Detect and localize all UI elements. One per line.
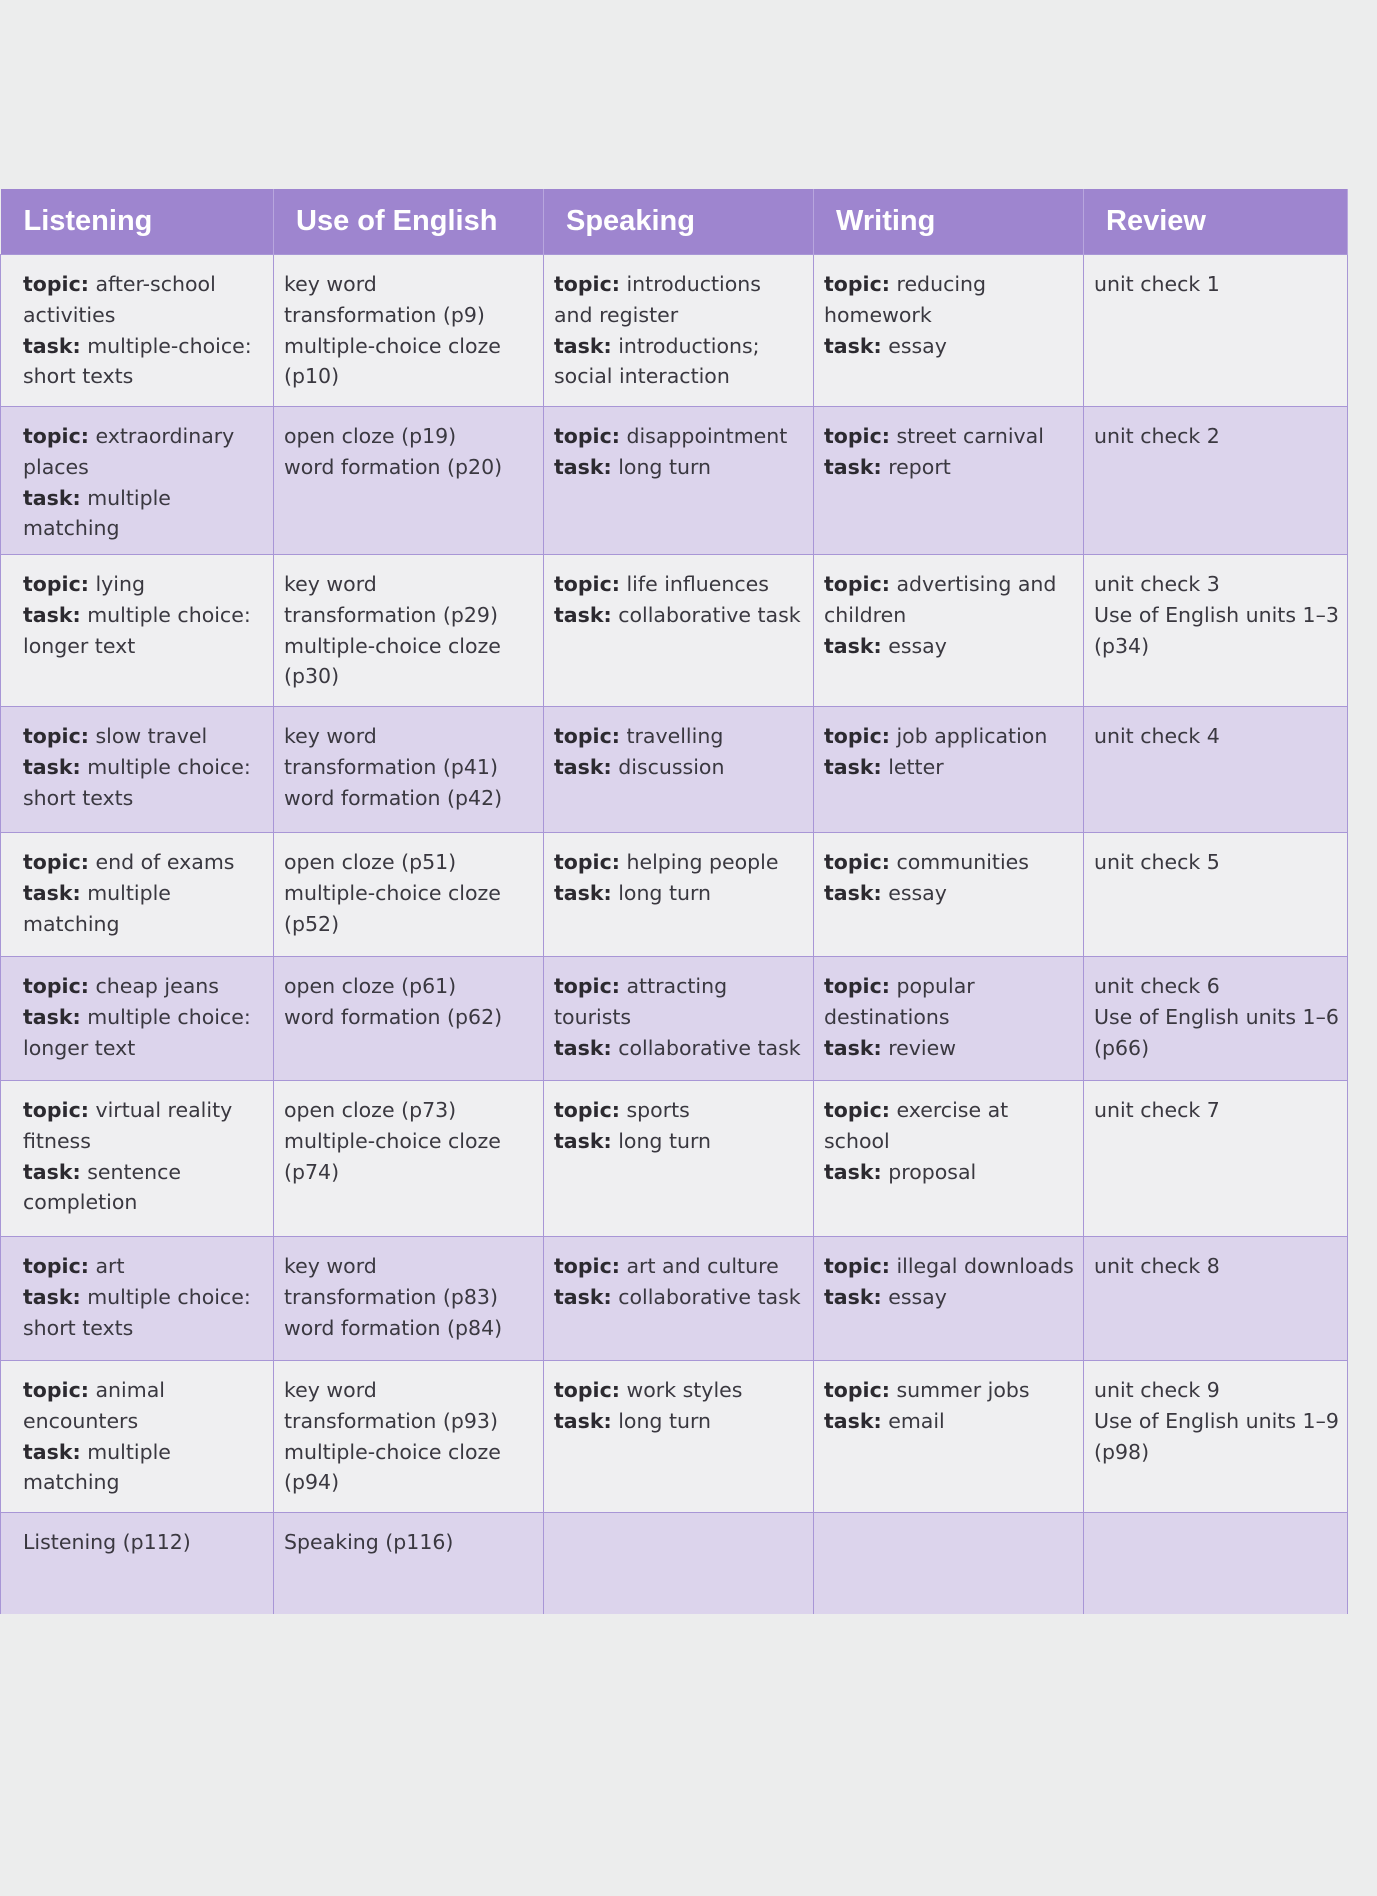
task-label: task: (23, 880, 81, 905)
topic-label: topic: (23, 1378, 89, 1402)
cell-topic-line (824, 1095, 1075, 1157)
topic-label: topic: (824, 974, 890, 998)
topic-label: topic: (23, 1254, 89, 1278)
cell-use-of-english (274, 255, 544, 407)
cell-task-line (824, 1033, 1075, 1064)
task-value: essay (888, 633, 947, 658)
cell-line: multiple-choice cloze (p52) (284, 880, 501, 936)
cell-listening (1, 1237, 274, 1361)
cell-use-of-english (274, 957, 544, 1081)
cell-task-line (23, 331, 265, 393)
cell-topic-line (23, 1251, 265, 1282)
cell-task-line (554, 752, 805, 783)
cell-writing (814, 1081, 1084, 1237)
topic-label: topic: (554, 974, 620, 998)
topic-label: topic: (824, 1098, 890, 1122)
header-writing: Writing (814, 189, 1084, 255)
topic-label: topic: (23, 572, 89, 596)
cell-line: open cloze (p19) (284, 424, 457, 448)
task-value: long turn (618, 1408, 712, 1433)
cell-line: unit check 5 (1094, 850, 1220, 874)
header-speaking: Speaking (544, 189, 814, 255)
topic-label: topic: (554, 272, 620, 296)
topic-value: helping people (626, 850, 779, 874)
syllabus-table (0, 189, 1348, 1614)
topic-label: topic: (824, 424, 890, 448)
task-value: sentence completion (23, 1159, 182, 1215)
cell-speaking (544, 255, 814, 407)
task-value: multiple choice: short texts (23, 1284, 251, 1340)
cell-line: unit check 3 (1094, 572, 1220, 596)
task-value: multiple choice: longer text (23, 1004, 251, 1060)
cell-task-line (554, 1033, 805, 1064)
cell-topic-line (554, 421, 805, 452)
task-label: task: (824, 880, 882, 905)
topic-value: art (95, 1254, 125, 1278)
task-value: review (888, 1035, 956, 1060)
cell-line: unit check 7 (1094, 1098, 1220, 1122)
table-row (1, 555, 1348, 707)
cell-use-of-english (274, 1237, 544, 1361)
cell-listening (1, 833, 274, 957)
task-label: task: (23, 1159, 81, 1184)
cell-speaking (544, 957, 814, 1081)
task-label: task: (824, 1284, 882, 1309)
task-value: multiple matching (23, 485, 171, 541)
cell-line: word formation (p62) (284, 1004, 503, 1029)
table-row (1, 407, 1348, 555)
cell-writing (814, 255, 1084, 407)
task-value: collaborative task (618, 1035, 801, 1060)
cell-line: key word transformation (p41) (284, 724, 498, 779)
task-value: essay (888, 1284, 947, 1309)
cell-topic-line (23, 421, 265, 483)
topic-value: summer jobs (896, 1378, 1030, 1402)
topic-label: topic: (23, 850, 89, 874)
cell-topic-line (23, 721, 265, 752)
cell-topic-line (824, 721, 1075, 752)
cell-speaking (544, 707, 814, 833)
task-label: task: (824, 754, 882, 779)
cell-speaking (544, 1237, 814, 1361)
cell-line: key word transformation (p9) (284, 272, 485, 327)
topic-value: communities (896, 850, 1029, 874)
topic-value: sports (626, 1098, 690, 1122)
cell-task-line (554, 1126, 805, 1157)
cell-topic-line (554, 721, 805, 752)
topic-value: advertising and children (824, 572, 1057, 627)
cell-review (1084, 833, 1348, 957)
topic-label: topic: (554, 850, 620, 874)
cell-topic-line (554, 1095, 805, 1126)
cell-listening (1, 957, 274, 1081)
task-label: task: (824, 1408, 882, 1433)
cell-line: unit check 1 (1094, 272, 1220, 296)
cell-topic-line (23, 269, 265, 331)
task-label: task: (824, 333, 882, 358)
task-value: multiple matching (23, 880, 171, 936)
cell-review (1084, 957, 1348, 1081)
cell-line: Use of English units 1–9 (p98) (1094, 1408, 1339, 1464)
topic-label: topic: (554, 1254, 620, 1278)
task-value: long turn (618, 1128, 712, 1153)
cell-topic-line (23, 1095, 265, 1157)
cell-task-line (824, 752, 1075, 783)
topic-label: topic: (23, 424, 89, 448)
cell-line: unit check 6 (1094, 974, 1220, 998)
cell-writing (814, 957, 1084, 1081)
cell-use-of-english (274, 407, 544, 555)
task-label: task: (23, 1284, 81, 1309)
cell-use-of-english (274, 707, 544, 833)
cell-final-1: Speaking (p116) (274, 1513, 544, 1614)
task-label: task: (554, 1408, 612, 1433)
cell-topic-line (554, 971, 805, 1033)
cell-task-line (554, 452, 805, 483)
topic-value: slow travel (95, 724, 208, 748)
topic-value: introductions and register (554, 272, 761, 327)
cell-line: key word transformation (p29) (284, 572, 498, 627)
task-label: task: (554, 602, 612, 627)
task-value: letter (888, 754, 944, 779)
topic-value: illegal downloads (896, 1254, 1074, 1278)
cell-listening (1, 1081, 274, 1237)
cell-topic-line (554, 1375, 805, 1406)
cell-line: unit check 8 (1094, 1254, 1220, 1278)
cell-review (1084, 555, 1348, 707)
cell-line: multiple-choice cloze (p30) (284, 633, 501, 689)
cell-topic-line (23, 569, 265, 600)
cell-task-line (23, 600, 265, 662)
cell-line: Use of English units 1–6 (p66) (1094, 1004, 1339, 1060)
task-value: multiple matching (23, 1439, 171, 1495)
table-row (1, 957, 1348, 1081)
cell-writing (814, 833, 1084, 957)
header-row (1, 189, 1348, 255)
task-value: collaborative task (618, 1284, 801, 1309)
cell-task-line (23, 1157, 265, 1219)
task-label: task: (23, 1439, 81, 1464)
cell-topic-line (554, 569, 805, 600)
cell-use-of-english (274, 833, 544, 957)
topic-label: topic: (554, 1098, 620, 1122)
topic-label: topic: (824, 272, 890, 296)
table-row (1, 833, 1348, 957)
cell-writing (814, 1237, 1084, 1361)
header-use-of-english: Use of English (274, 189, 544, 255)
task-label: task: (554, 1284, 612, 1309)
cell-line: unit check 9 (1094, 1378, 1220, 1402)
topic-label: topic: (23, 724, 89, 748)
cell-line: multiple-choice cloze (p10) (284, 333, 501, 389)
cell-line: unit check 2 (1094, 424, 1220, 448)
task-label: task: (554, 454, 612, 479)
cell-listening (1, 555, 274, 707)
topic-label: topic: (824, 724, 890, 748)
cell-task-line (824, 878, 1075, 909)
cell-topic-line (824, 569, 1075, 631)
topic-value: job application (896, 724, 1048, 748)
task-label: task: (554, 1128, 612, 1153)
table-row (1, 1237, 1348, 1361)
topic-value: life influences (626, 572, 769, 596)
cell-review (1084, 1237, 1348, 1361)
topic-value: art and culture (626, 1254, 779, 1278)
table-row-final (1, 1513, 1348, 1614)
header-listening: Listening (1, 189, 274, 255)
task-label: task: (554, 880, 612, 905)
topic-value: exercise at school (824, 1098, 1009, 1153)
cell-final-2 (544, 1513, 814, 1614)
cell-task-line (23, 752, 265, 814)
cell-use-of-english (274, 1361, 544, 1513)
topic-label: topic: (554, 424, 620, 448)
task-value: proposal (888, 1159, 977, 1184)
cell-final-4 (1084, 1513, 1348, 1614)
task-label: task: (23, 1004, 81, 1029)
topic-label: topic: (824, 1254, 890, 1278)
table-row (1, 1081, 1348, 1237)
task-value: collaborative task (618, 602, 801, 627)
cell-task-line (554, 878, 805, 909)
topic-label: topic: (824, 1378, 890, 1402)
task-value: multiple-choice: short texts (23, 333, 252, 389)
cell-task-line (23, 1437, 265, 1499)
cell-speaking (544, 833, 814, 957)
topic-value: end of exams (95, 850, 235, 874)
topic-value: attracting tourists (554, 974, 728, 1029)
topic-label: topic: (23, 1098, 89, 1122)
cell-speaking (544, 1081, 814, 1237)
cell-line: word formation (p42) (284, 785, 503, 810)
topic-label: topic: (23, 272, 89, 296)
task-value: multiple choice: longer text (23, 602, 251, 658)
cell-listening (1, 707, 274, 833)
topic-value: after-school activities (23, 272, 216, 327)
topic-value: lying (95, 572, 145, 596)
topic-value: reducing homework (824, 272, 987, 327)
topic-value: cheap jeans (95, 974, 219, 998)
task-label: task: (554, 1035, 612, 1060)
cell-use-of-english (274, 555, 544, 707)
cell-task-line (554, 1282, 805, 1313)
cell-task-line (23, 483, 265, 545)
header-review: Review (1084, 189, 1348, 255)
cell-writing (814, 555, 1084, 707)
task-value: discussion (618, 754, 725, 779)
topic-value: work styles (626, 1378, 743, 1402)
cell-review (1084, 1081, 1348, 1237)
task-value: long turn (618, 880, 712, 905)
cell-task-line (554, 600, 805, 631)
cell-topic-line (554, 1251, 805, 1282)
topic-label: topic: (23, 974, 89, 998)
cell-topic-line (824, 847, 1075, 878)
cell-listening (1, 1361, 274, 1513)
cell-line: multiple-choice cloze (p94) (284, 1439, 501, 1495)
cell-task-line (824, 452, 1075, 483)
task-label: task: (554, 754, 612, 779)
topic-label: topic: (824, 572, 890, 596)
cell-writing (814, 707, 1084, 833)
topic-value: disappointment (626, 424, 788, 448)
cell-topic-line (23, 971, 265, 1002)
topic-value: travelling (626, 724, 724, 748)
cell-listening (1, 255, 274, 407)
cell-review (1084, 707, 1348, 833)
table-row (1, 707, 1348, 833)
task-label: task: (554, 333, 612, 358)
table-row (1, 1361, 1348, 1513)
cell-topic-line (824, 421, 1075, 452)
task-label: task: (23, 485, 81, 510)
task-label: task: (23, 602, 81, 627)
cell-task-line (824, 1157, 1075, 1188)
cell-task-line (824, 1282, 1075, 1313)
task-value: long turn (618, 454, 712, 479)
cell-line: open cloze (p51) (284, 850, 457, 874)
topic-value: animal encounters (23, 1378, 165, 1433)
cell-final-3 (814, 1513, 1084, 1614)
cell-use-of-english (274, 1081, 544, 1237)
cell-topic-line (824, 269, 1075, 331)
task-value: introductions; social interaction (554, 333, 760, 389)
cell-listening (1, 407, 274, 555)
topic-label: topic: (554, 724, 620, 748)
cell-speaking (544, 407, 814, 555)
task-value: email (888, 1408, 945, 1433)
cell-line: open cloze (p73) (284, 1098, 457, 1122)
cell-line: multiple-choice cloze (p74) (284, 1128, 501, 1184)
task-label: task: (824, 1035, 882, 1060)
cell-review (1084, 255, 1348, 407)
cell-task-line (23, 1282, 265, 1344)
cell-task-line (554, 1406, 805, 1437)
cell-final-0: Listening (p112) (1, 1513, 274, 1614)
cell-topic-line (23, 847, 265, 878)
cell-task-line (824, 331, 1075, 362)
cell-line: Use of English units 1–3 (p34) (1094, 602, 1339, 658)
cell-topic-line (23, 1375, 265, 1437)
task-value: multiple choice: short texts (23, 754, 251, 810)
cell-topic-line (554, 269, 805, 331)
cell-line: word formation (p20) (284, 454, 503, 479)
topic-label: topic: (554, 1378, 620, 1402)
cell-writing (814, 1361, 1084, 1513)
cell-line: key word transformation (p83) (284, 1254, 498, 1309)
table-row (1, 255, 1348, 407)
task-label: task: (824, 633, 882, 658)
cell-speaking (544, 555, 814, 707)
cell-task-line (824, 631, 1075, 662)
cell-topic-line (824, 971, 1075, 1033)
cell-task-line (824, 1406, 1075, 1437)
cell-task-line (554, 331, 805, 393)
topic-value: extraordinary places (23, 424, 235, 479)
topic-value: street carnival (896, 424, 1044, 448)
topic-value: popular destinations (824, 974, 975, 1029)
cell-topic-line (824, 1375, 1075, 1406)
cell-line: word formation (p84) (284, 1315, 503, 1340)
task-label: task: (824, 1159, 882, 1184)
cell-task-line (23, 1002, 265, 1064)
cell-topic-line (554, 847, 805, 878)
task-value: essay (888, 880, 947, 905)
task-label: task: (23, 754, 81, 779)
cell-line: key word transformation (p93) (284, 1378, 498, 1433)
cell-topic-line (824, 1251, 1075, 1282)
task-label: task: (824, 454, 882, 479)
cell-speaking (544, 1361, 814, 1513)
cell-line: open cloze (p61) (284, 974, 457, 998)
topic-label: topic: (554, 572, 620, 596)
task-value: report (888, 454, 951, 479)
cell-line: unit check 4 (1094, 724, 1220, 748)
cell-task-line (23, 878, 265, 940)
task-label: task: (23, 333, 81, 358)
cell-writing (814, 407, 1084, 555)
topic-label: topic: (824, 850, 890, 874)
topic-value: virtual reality fitness (23, 1098, 233, 1153)
cell-review (1084, 407, 1348, 555)
cell-review (1084, 1361, 1348, 1513)
task-value: essay (888, 333, 947, 358)
